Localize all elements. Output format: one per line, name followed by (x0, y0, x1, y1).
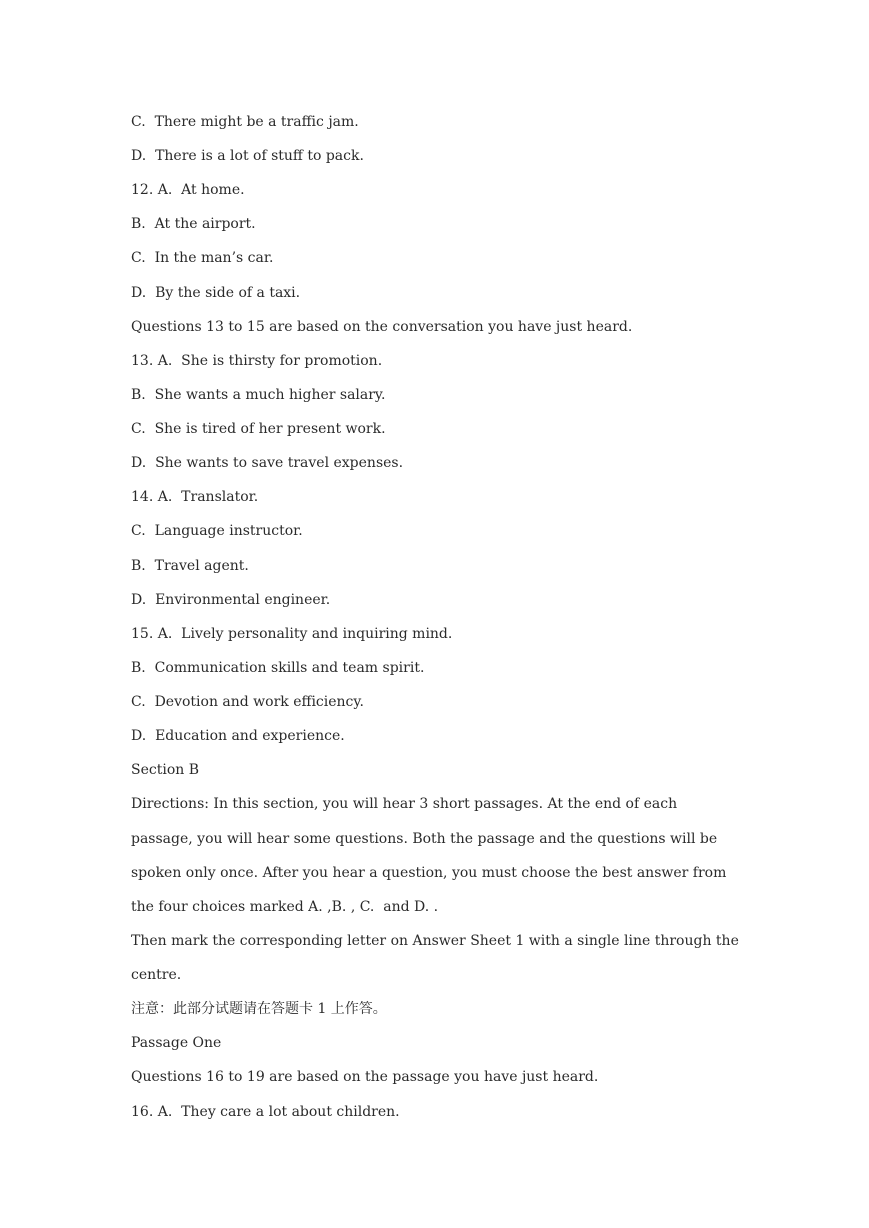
section-b-heading: Section B (131, 762, 200, 778)
question-14-option-a: 14. A. Translator. (131, 489, 259, 505)
question-14-option-b: B. Travel agent. (131, 558, 249, 574)
directions-line-4: the four choices marked A. ,B. , C. and D. . (131, 899, 439, 915)
directions-line-5: Then mark the corresponding letter on Answer Sheet 1 with a single line through the (131, 933, 739, 949)
directions-line-6: centre. (131, 967, 182, 983)
question-15-option-c: C. Devotion and work efficiency. (131, 694, 364, 710)
option-c-traffic-jam: C. There might be a traffic jam. (131, 114, 359, 130)
directions-line-2: passage, you will hear some questions. Both the passage and the questions will be (131, 831, 718, 847)
questions-13-15-instruction: Questions 13 to 15 are based on the conversation you have just heard. (131, 319, 633, 335)
question-13-option-d: D. She wants to save travel expenses. (131, 455, 404, 471)
question-12-option-b: B. At the airport. (131, 216, 256, 232)
question-15-option-d: D. Education and experience. (131, 728, 345, 744)
passage-one-heading: Passage One (131, 1035, 222, 1051)
question-13-option-c: C. She is tired of her present work. (131, 421, 386, 437)
question-13-option-a: 13. A. She is thirsty for promotion. (131, 353, 383, 369)
question-12-option-d: D. By the side of a taxi. (131, 285, 301, 301)
question-12-option-c: C. In the man’s car. (131, 250, 274, 266)
question-16-option-a: 16. A. They care a lot about children. (131, 1104, 400, 1120)
directions-line-3: spoken only once. After you hear a question, you must choose the best answer from (131, 865, 727, 881)
question-15-option-a: 15. A. Lively personality and inquiring mind. (131, 626, 453, 642)
chinese-note: 注意：此部分试题请在答题卡 1 上作答。 (131, 1001, 387, 1017)
question-14-option-c: C. Language instructor. (131, 523, 303, 539)
directions-line-1: Directions: In this section, you will hear 3 short passages. At the end of each (131, 796, 678, 812)
question-14-option-d: D. Environmental engineer. (131, 592, 331, 608)
question-12-option-a: 12. A. At home. (131, 182, 245, 198)
questions-16-19-instruction: Questions 16 to 19 are based on the passage you have just heard. (131, 1069, 599, 1085)
question-15-option-b: B. Communication skills and team spirit. (131, 660, 425, 676)
question-13-option-b: B. She wants a much higher salary. (131, 387, 386, 403)
option-d-stuff-to-pack: D. There is a lot of stuff to pack. (131, 148, 364, 164)
